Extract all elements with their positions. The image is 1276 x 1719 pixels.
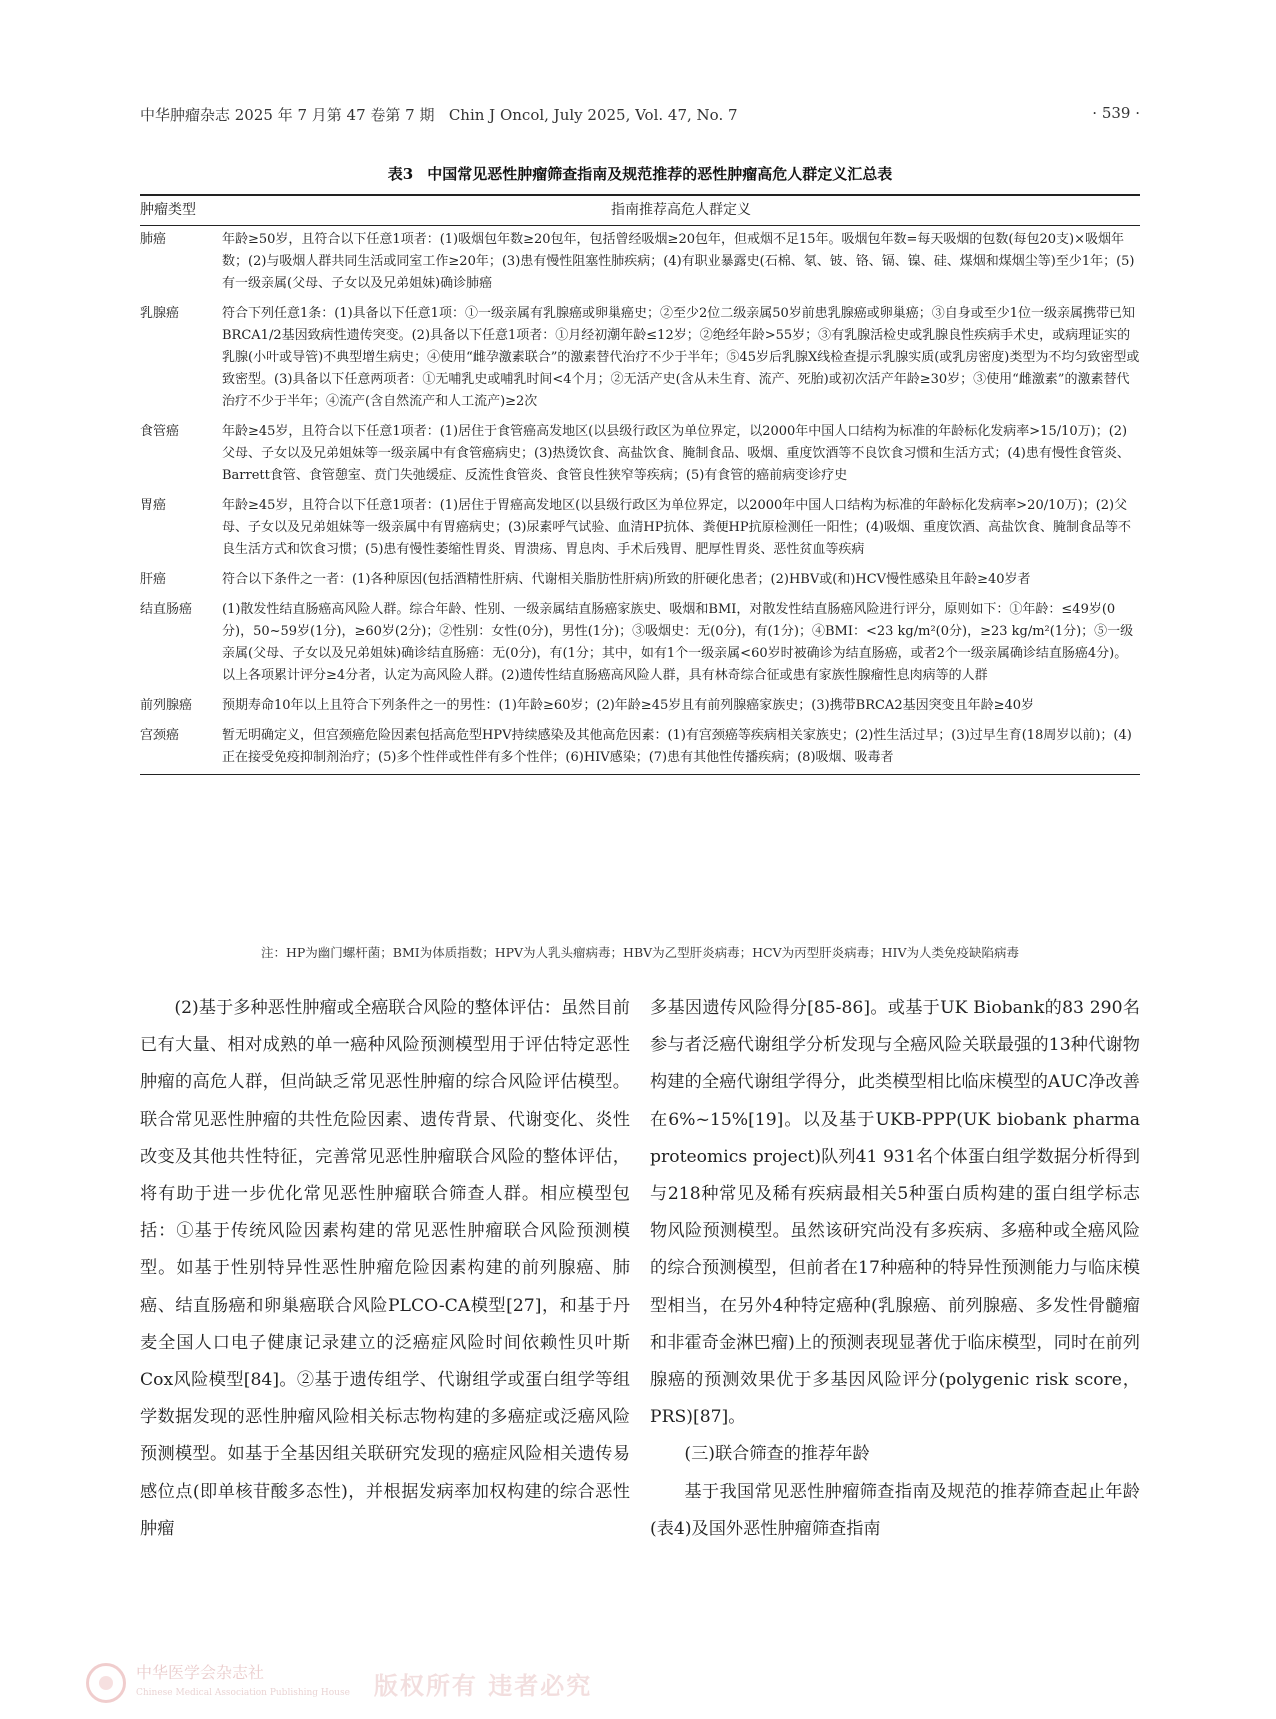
definition-cell: 符合下列任意1条：(1)具备以下任意1项：①一级亲属有乳腺癌或卵巢癌史；②至少2位二级亲属50岁前患乳腺癌或卵巢癌；③自身或至少1位一级亲属携带已知BRCA1/2基因致病性遗传突变。(2)具备以下任意1项者：①月经初潮年龄≤12岁；②绝经年龄>55岁；③有乳腺活检史或乳腺良性疾病手术史，或病理证实的乳腺(小叶或导管)不典型增生病史；④使用“雌孕激素联合”的激素替代治疗不少于半年；⑤45岁后乳腺X线检查提示乳腺实质(或乳房密度)类型为不均匀致密型或致密型。(3)具备以下任意两项者：①无哺乳史或哺乳时间<4个月；②无活产史(含从未生育、流产、死胎)或初次活产年龄≥30岁；③使用“雌激素”的激素替代治疗不少于半年；④流产(含自然流产和人工流产)≥2次	[222, 306, 1140, 409]
definition-cell: 年龄≥45岁，且符合以下任意1项者：(1)居住于食管癌高发地区(以县级行政区为单位界定，以2000年中国人口结构为标准的年龄标化发病率>15/10万)；(2)父母、子女以及兄弟姐妹等一级亲属中有食管癌病史；(3)热烫饮食、高盐饮食、腌制食品、吸烟、重度饮酒等不良饮食习惯和生活方式；(4)患有慢性食管炎、Barrett食管、食管憩室、贲门失弛缓症、反流性食管炎、食管良性狭窄等疾病；(5)有食管的癌前病变诊疗史	[222, 424, 1130, 483]
tumor-type-cell: 前列腺癌	[140, 698, 193, 713]
journal-citation	[140, 104, 738, 125]
table-title: 中国常见恶性肿瘤筛查指南及规范推荐的恶性肿瘤高危人群定义汇总表	[427, 165, 893, 183]
definition-cell: 符合以下条件之一者：(1)各种原因(包括酒精性肝病、代谢相关脂肪性肝病)所致的肝硬化患者；(2)HBV或(和)HCV慢性感染且年龄≥40岁者	[222, 572, 1031, 587]
table-header-row	[140, 195, 1140, 226]
definition-cell: 年龄≥50岁，且符合以下任意1项者：(1)吸烟包年数≥20包年，包括曾经吸烟≥20包年，但戒烟不足15年。吸烟包年数=每天吸烟的包数(每包20支)×吸烟年数；(2)与吸烟人群共同生活或同室工作≥20年；(3)患有慢性阻塞性肺疾病；(4)有职业暴露史(石棉、氡、铍、铬、镉、镍、硅、煤烟和煤烟尘等)至少1年；(5)有一级亲属(父母、子女以及兄弟姐妹)确诊肺癌	[222, 232, 1135, 291]
table-row	[140, 300, 1140, 418]
definition-cell: (1)散发性结直肠癌高风险人群。综合年龄、性别、一级亲属结直肠癌家族史、吸烟和BMI，对散发性结直肠癌风险进行评分，原则如下：①年龄：≤49岁(0分)，50~59岁(1分)，≥60岁(2分)；②性别：女性(0分)，男性(1分)；③吸烟史：无(0分)，有(1分)；④BMI：<23 kg/m²(0分)，≥23 kg/m²(1分)；⑤一级亲属(父母、子女以及兄弟姐妹)确诊结直肠癌：无(0分)，有(1分；其中，如有1个一级亲属<60岁时被确诊为结直肠癌，或者2个一级亲属确诊结直肠癌4分)。以上各项累计评分≥4分者，认定为高风险人群。(2)遗传性结直肠癌高风险人群，具有林奇综合征或患有家族性腺瘤性息肉病等的人群	[222, 602, 1134, 683]
body-right-column	[650, 990, 1140, 1548]
table-row	[140, 722, 1140, 775]
body-left-column	[140, 990, 630, 1548]
risk-definition-table	[140, 194, 1140, 775]
table-row	[140, 226, 1140, 301]
page-number: · 539 ·	[1092, 104, 1140, 122]
definition-cell: 年龄≥45岁，且符合以下任意1项者：(1)居住于胃癌高发地区(以县级行政区为单位界定，以2000年中国人口结构为标准的年龄标化发病率>20/10万)；(2)父母、子女以及兄弟姐妹等一级亲属中有胃癌病史；(3)尿素呼气试验、血清HP抗体、粪便HP抗原检测任一阳性；(4)吸烟、重度饮酒、高盐饮食、腌制食品等不良生活方式和饮食习惯；(5)患有慢性萎缩性胃炎、胃溃疡、胃息肉、手术后残胃、肥厚性胃炎、恶性贫血等疾病	[222, 498, 1131, 557]
journal-name-cn: 中华肿瘤杂志 2025 年 7 月第 47 卷第 7 期	[140, 106, 435, 124]
publisher-logo-icon	[86, 1663, 126, 1703]
section-heading: (三)联合筛查的推荐年龄	[684, 1444, 870, 1465]
table-label: 表3	[387, 165, 414, 183]
definition-cell: 预期寿命10年以上且符合下列条件之一的男性：(1)年龄≥60岁；(2)年龄≥45岁且有前列腺癌家族史；(3)携带BRCA2基因突变且年龄≥40岁	[222, 698, 1035, 713]
col-header-definition: 指南推荐高危人群定义	[222, 195, 1140, 226]
publisher-watermark	[86, 1660, 646, 1706]
table-footnote: 注：HP为幽门螺杆菌；BMI为体质指数；HPV为人乳头瘤病毒；HBV为乙型肝炎病毒；HCV为丙型肝炎病毒；HIV为人类免疫缺陷病毒	[260, 945, 1020, 960]
body-paragraph-continued: 多基因遗传风险得分[85-86]。或基于UK Biobank的83 290名参与者泛癌代谢组学分析发现与全癌风险关联最强的13种代谢物构建的全癌代谢组学得分，此类模型相比临床模型的AUC净改善在6%~15%[19]。以及基于UKB-PPP(UK biobank pharma proteomics project)队列41 931名个体蛋白组学数据分析得到与218种常见及稀有疾病最相关5种蛋白质构建的蛋白组学标志物风险预测模型。虽然该研究尚没有多疾病、多癌种或全癌风险的综合预测模型，但前者在17种癌种的特异性预测能力与临床模型相当，在另外4种特定癌种(乳腺癌、前列腺癌、多发性骨髓瘤和非霍奇金淋巴瘤)上的预测表现显著优于临床模型，同时在前列腺癌的预测效果优于多基因风险评分(polygenic risk score，PRS)[87]。	[650, 998, 1140, 1428]
table-row	[140, 418, 1140, 492]
table-caption	[140, 163, 1140, 184]
body-paragraph: (2)基于多种恶性肿瘤或全癌联合风险的整体评估：虽然目前已有大量、相对成熟的单一癌种风险预测模型用于评估特定恶性肿瘤的高危人群，但尚缺乏常见恶性肿瘤的综合风险评估模型。联合常见恶性肿瘤的共性危险因素、遗传背景、代谢变化、炎性改变及其他共性特征，完善常见恶性肿瘤联合风险的整体评估，将有助于进一步优化常见恶性肿瘤联合筛查人群。相应模型包括：①基于传统风险因素构建的常见恶性肿瘤联合风险预测模型。如基于性别特异性恶性肿瘤危险因素构建的前列腺癌、肺癌、结直肠癌和卵巢癌联合风险PLCO-CA模型[27]，和基于丹麦全国人口电子健康记录建立的泛癌症风险时间依赖性贝叶斯Cox风险模型[84]。②基于遗传组学、代谢组学或蛋白组学等组学数据发现的恶性肿瘤风险相关标志物构建的多癌症或泛癌风险预测模型。如基于全基因组关联研究发现的癌症风险相关遗传易感位点(即单核苷酸多态性)，并根据发病率加权构建的综合恶性肿瘤	[140, 998, 630, 1539]
table-row	[140, 566, 1140, 596]
table-row	[140, 596, 1140, 692]
tumor-type-cell: 乳腺癌	[140, 306, 180, 321]
table-row	[140, 692, 1140, 722]
publisher-name	[136, 1663, 350, 1703]
table-row	[140, 492, 1140, 566]
tumor-type-cell: 胃癌	[140, 498, 167, 513]
tumor-type-cell: 结直肠癌	[140, 602, 193, 617]
tumor-type-cell: 肺癌	[140, 232, 167, 247]
col-header-tumor-type: 肿瘤类型	[140, 195, 222, 226]
definition-cell: 暂无明确定义，但宫颈癌危险因素包括高危型HPV持续感染及其他高危因素：(1)有宫颈癌等疾病相关家族史；(2)性生活过早；(3)过早生育(18周岁以前)；(4)正在接受免疫抑制剂治疗；(5)多个性伴或性伴有多个性伴；(6)HIV感染；(7)患有其他性传播疾病；(8)吸烟、吸毒者	[222, 722, 1140, 775]
publisher-name-cn: 中华医学会杂志社	[136, 1663, 265, 1682]
copyright-slogan: 版权所有 违者必究	[373, 1670, 593, 1700]
running-head	[140, 104, 1140, 125]
tumor-type-cell: 肝癌	[140, 572, 167, 587]
tumor-type-cell: 宫颈癌	[140, 722, 222, 775]
publisher-name-en: Chinese Medical Association Publishing House	[136, 1688, 350, 1698]
risk-definition-table-wrapper	[140, 194, 1140, 775]
body-paragraph: 基于我国常见恶性肿瘤筛查指南及规范的推荐筛查起止年龄(表4)及国外恶性肿瘤筛查指南	[650, 1481, 1140, 1539]
tumor-type-cell: 食管癌	[140, 424, 180, 439]
journal-name-en: Chin J Oncol, July 2025, Vol. 47, No. 7	[448, 106, 738, 124]
